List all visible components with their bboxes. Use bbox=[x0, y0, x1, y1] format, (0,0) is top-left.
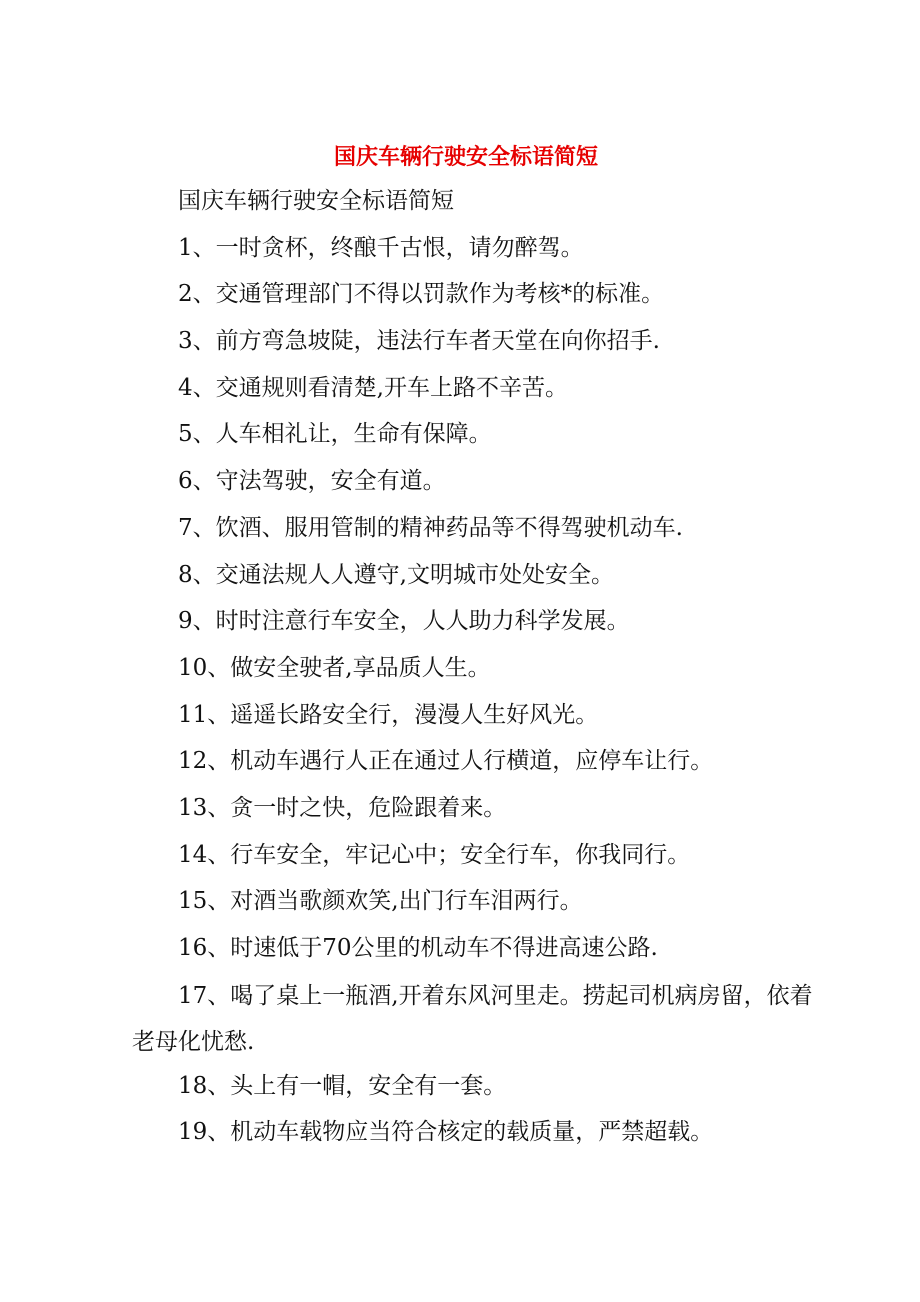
slogan-item-17: 17、喝了桌上一瓶酒,开着东风河里走。捞起司机病房留，依着老母化忧愁. bbox=[132, 982, 813, 1055]
slogan-item-13: 13、贪一时之快，危险跟着来。 bbox=[178, 794, 507, 821]
slogan-item-19: 19、机动车载物应当符合核定的载质量，严禁超载。 bbox=[178, 1119, 714, 1146]
document-body bbox=[132, 184, 822, 1162]
paragraph-heading: 国庆车辆行驶安全标语简短 bbox=[178, 188, 454, 214]
slogan-item-10: 10、做安全驶者,享品质人生。 bbox=[178, 654, 491, 681]
slogan-item-2: 2、交通管理部门不得以罚款作为考核*的标准。 bbox=[178, 281, 665, 308]
slogan-item-14: 14、行车安全，牢记心中；安全行车，你我同行。 bbox=[178, 841, 691, 868]
slogan-item-18: 18、头上有一帽，安全有一套。 bbox=[178, 1072, 507, 1099]
slogan-item-11: 11、遥遥长路安全行，漫漫人生好风光。 bbox=[178, 701, 599, 728]
slogan-item-4: 4、交通规则看清楚,开车上路不辛苦。 bbox=[178, 374, 568, 401]
slogan-item-3: 3、前方弯急坡陡，违法行车者天堂在向你招手. bbox=[178, 328, 660, 355]
document-title: 国庆车辆行驶安全标语简短 bbox=[333, 145, 598, 170]
slogan-item-9: 9、时时注意行车安全，人人助力科学发展。 bbox=[178, 608, 630, 635]
slogan-item-7: 7、饮酒、服用管制的精神药品等不得驾驶机动车. bbox=[178, 514, 683, 541]
slogan-item-8: 8、交通法规人人遵守,文明城市处处安全。 bbox=[178, 561, 614, 588]
slogan-item-12: 12、机动车遇行人正在通过人行横道，应停车让行。 bbox=[178, 748, 714, 775]
slogan-item-5: 5、人车相礼让，生命有保障。 bbox=[178, 421, 492, 448]
slogan-item-6: 6、守法驾驶，安全有道。 bbox=[178, 468, 446, 495]
slogan-item-15: 15、对酒当歌颜欢笑,出门行车泪两行。 bbox=[178, 888, 583, 915]
slogan-item-1: 1、一时贪杯，终酿千古恨，请勿醉驾。 bbox=[178, 234, 584, 261]
slogan-item-16: 16、时速低于70公里的机动车不得进高速公路. bbox=[178, 935, 658, 961]
